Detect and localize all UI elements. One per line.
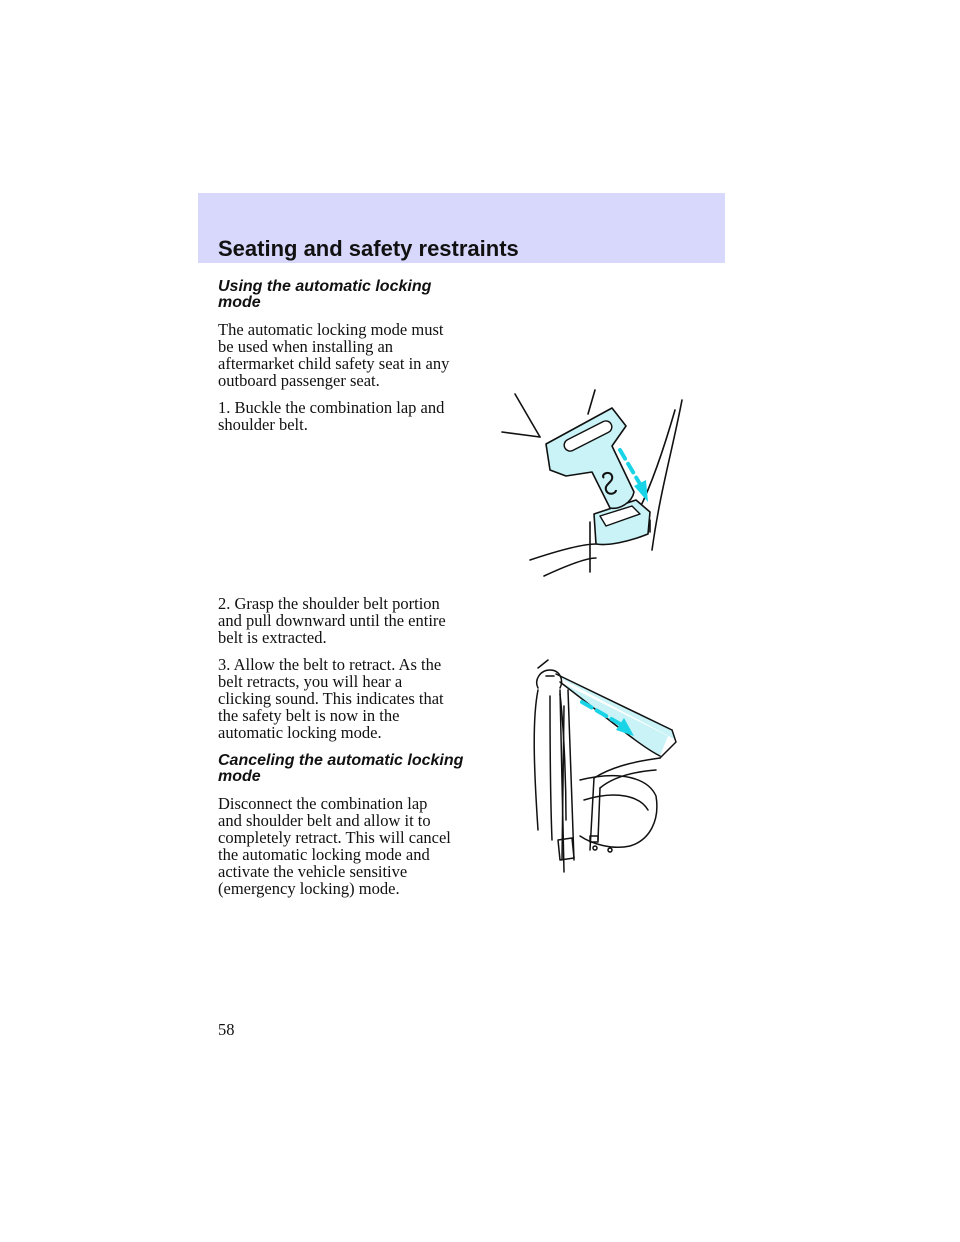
step-2-text: 2. Grasp the shoulder belt portion and pull downward until the entire belt is extracted. (218, 594, 446, 647)
step-1-text: 1. Buckle the combination lap and shoulder belt. (218, 398, 445, 434)
buckle-illustration (500, 382, 700, 578)
seat-belt-extract-illustration (520, 660, 690, 875)
extracted-belt (556, 674, 676, 740)
heading-using-automatic-locking: Using the automatic locking mode (218, 278, 432, 311)
cancel-paragraph: Disconnect the combination lap and shoulder belt and allow it to completely retract. This will cancel the automatic locking mode and activate the vehicle sensitive (emergency locking) mode. (218, 794, 451, 898)
heading-canceling-automatic-locking: Canceling the automatic locking mode (218, 752, 464, 785)
step-3-text: 3. Allow the belt to retract. As the belt retracts, you will hear a clicking sound. This indicates that the safety belt is now in the automatic locking mode. (218, 655, 444, 742)
content-column (218, 279, 473, 907)
latch-plate (546, 408, 634, 508)
intro-paragraph: The automatic locking mode must be used when installing an aftermarket child safety seat in any outboard passenger seat. (218, 320, 450, 390)
page-number: 58 (218, 1020, 235, 1039)
section-title: Seating and safety restraints (218, 236, 519, 261)
